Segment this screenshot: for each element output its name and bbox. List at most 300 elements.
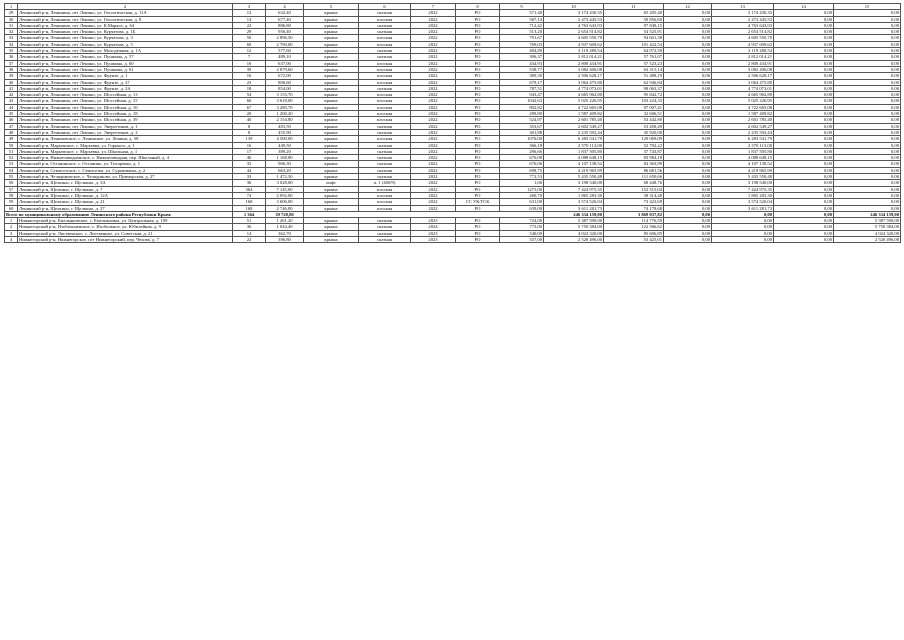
table-cell: 2022 [411,161,456,167]
table-cell: 0,00 [834,192,901,198]
table-cell: 3 082 406,08 [712,66,774,72]
table-cell: 1042,63 [500,98,544,104]
table-cell: 366,18 [500,142,544,148]
table-cell: 2022 [411,54,456,60]
table-cell: 2 473 445,53 [544,16,604,22]
table-cell: 4 107 138,52 [544,161,604,167]
table-cell: 5 387 590,00 [544,218,604,224]
table-cell: Ленинский р-н, Ленинино, пгт Ленино, ул. Фрунзе, д. 1 [18,73,233,79]
table-cell: РО [456,224,500,230]
table-cell: 54 525,91 [604,29,664,35]
table-cell: 1 587 409,82 [712,111,774,117]
table-cell: 50 [5,142,18,148]
table-cell: 0,00 [774,174,834,180]
table-cell: 53 425,01 [604,236,664,242]
table-cell: Ленинский р-н, Ленинино, пгт Ленино, ул. Курчатова, д. 1Б [18,29,233,35]
table-cell: 337,00 [500,236,544,242]
table-cell: 0,00 [834,73,901,79]
table-cell: Нижнегорский р-н, Емельяновское, с. Емельяновка, ул. Центральная, д. 109 [18,218,233,224]
table-cell: Ленинский р-н, Ленинино, пгт Ленино, ул. Курчатова, д. 3 [18,35,233,41]
table-cell: 0,00 [834,161,901,167]
table-cell: 62 946,84 [604,79,664,85]
table-cell: крыша [304,155,359,161]
table-cell: крыша [304,192,359,198]
table-cell: Ленинский р-н, Ленинино, пгт Ленино, ул. Энергетиков, д. 2 [18,129,233,135]
table-cell: 3 574 526,04 [544,199,604,205]
table-cell: Ленинский р-н, Останинское, с. Останино, ул. Титаренко, д. 1 [18,161,233,167]
table-cell: скатная [359,10,411,16]
table-cell: 5 435 550,48 [544,174,604,180]
table-cell: 0,00 [774,41,834,47]
table-cell: 59 [5,199,18,205]
table-cell: 10 [544,4,604,10]
table-cell: 2022 [411,60,456,66]
table-cell: плоская [359,104,411,110]
table-cell: 631,00 [500,199,544,205]
table-cell: 7 424 975,35 [712,186,774,192]
table-cell: РО [456,16,500,22]
table-cell: 2022 [411,73,456,79]
table-cell: 540,00 [500,230,544,236]
table-cell: 2 [5,224,18,230]
table-cell: 1 837 505,80 [712,148,774,154]
table-cell: Ленинский р-н, Ленинино, пгт Ленино, ул. Энергетиков, д. 1 [18,123,233,129]
table-cell: Ленинский р-н, Ленинино, пгт Ленино, ул. Геологическая, д. 11А [18,10,233,16]
table-cell: 97 007,41 [604,104,664,110]
table-cell: 0,00 [664,192,712,198]
table-cell: 41 [5,85,18,91]
table-cell: 4 937 609,62 [712,41,774,47]
table-cell: 0,00 [774,236,834,242]
table-cell: 2 879,60 [266,66,304,72]
table-cell: 51 488,19 [604,73,664,79]
table-cell: скатная [359,155,411,161]
table-cell: 0,00 [834,22,901,28]
table-cell: 0,00 [834,104,901,110]
table-cell: крыша [304,66,359,72]
table-cell: 23 [233,79,266,85]
table-cell: 2022 [411,92,456,98]
table-cell: 0,00 [774,129,834,135]
table-cell: 639,00 [500,205,544,211]
table-cell: 4 937 609,62 [544,41,604,47]
table-cell: 2022 [411,142,456,148]
table-cell: 14 [233,230,266,236]
table-cell: 0,00 [664,155,712,161]
table-cell: РО [456,10,500,16]
table-cell: 53 458,49 [604,123,664,129]
table-cell: 0,00 [664,129,712,135]
table-cell: 54 [5,167,18,173]
table-cell: крыша [304,167,359,173]
table-cell: крыша [304,73,359,79]
table-cell: 0,00 [834,199,901,205]
table-cell: 40 [5,79,18,85]
table-cell: 676,00 [500,155,544,161]
table-cell: 449,50 [266,142,304,148]
totals-cell: 1 364 [233,211,266,217]
table-cell: 5 435 550,48 [712,174,774,180]
table-cell: 4 [5,236,18,242]
table-cell: 0,00 [664,205,712,211]
table-cell: 389,30 [500,73,544,79]
table-cell: 2 [18,4,233,10]
table-cell: 0,00 [664,41,712,47]
table-cell: 0,00 [774,16,834,22]
table-cell: 2022 [411,85,456,91]
table-cell: 301,88 [500,129,544,135]
table-cell: 966,30 [266,161,304,167]
table-cell: 20 [233,111,266,117]
table-cell: 0,00 [834,92,901,98]
table-cell: РО [456,35,500,41]
table-cell: 769,03 [500,41,544,47]
table-cell: скатная [359,174,411,180]
table-cell: 122 566,62 [604,224,664,230]
table-cell: крыша [304,92,359,98]
table-cell: крыша [304,48,359,54]
table-cell: РО [456,117,500,123]
table-cell: 11 [604,4,664,10]
table-cell: Ленинский р-н, Ленинино, пгт Ленино, ул. Пушкина, д. 61 [18,66,233,72]
table-cell: 0,00 [834,205,901,211]
table-cell: крыша [304,136,359,142]
table-cell: 0,00 [664,48,712,54]
table-cell: 1076,00 [500,136,544,142]
table-cell: крыша [304,35,359,41]
table-cell: 12 [233,10,266,16]
table-cell: 3 198 540,00 [712,180,774,186]
table-cell: 2022 [411,136,456,142]
table-cell: 0,00 [834,48,901,54]
table-cell: 37 [5,60,18,66]
table-cell: 773,00 [500,224,544,230]
table-cell: 455,90 [266,129,304,135]
table-cell: 4 088 648,15 [544,155,604,161]
table-cell: 1 044,40 [266,224,304,230]
table-cell: Ленинский р-н, Ленинино, пгт Ленино, ул. Шоссейная, д. 39 [18,117,233,123]
table-cell: 2022 [411,167,456,173]
table-cell: РО [456,230,500,236]
table-cell: 0,00 [664,104,712,110]
table-cell: скатная [359,236,411,242]
table-cell: 7 [411,4,456,10]
table-cell: Ленинский р-н, Щелкино, г. Щелкино, д. 12А [18,192,233,198]
table-cell: 0,00 [834,66,901,72]
table-cell: 14 [774,4,834,10]
table-cell: 3 606,00 [266,199,304,205]
table-cell: 2 601 785,40 [544,117,604,123]
table-cell: РО [456,192,500,198]
table-cell: 571,40 [500,10,544,16]
table-cell: 55 [5,174,18,180]
table-cell: 16 [233,142,266,148]
table-cell: 364 [233,186,266,192]
table-cell: 84 363,99 [604,161,664,167]
table-cell: 46 [5,117,18,123]
totals-cell: 0,00 [774,211,834,217]
table-cell: 63 315,14 [604,66,664,72]
table-cell: 2 812 014,21 [712,54,774,60]
table-cell: 2 790,00 [266,41,304,47]
table-cell: 0,00 [834,98,901,104]
table-cell: плоская [359,136,411,142]
table-cell: 2 520 496,00 [834,236,901,242]
table-cell: 0,00 [774,35,834,41]
table-cell: РО [456,167,500,173]
table-cell: 2 746,00 [266,205,304,211]
table-cell: скатная [359,48,411,54]
table-cell: 3 611 281,73 [544,205,604,211]
table-cell: 434,93 [500,60,544,66]
table-cell: 1 865 283,30 [544,192,604,198]
table-cell: СС УК/ГСК [456,199,500,205]
table-cell: Нижнегорский р-н, Изобильненское, с. Изобильное, ул. Юбилейная, д. 9 [18,224,233,230]
table-cell: 0,00 [664,180,712,186]
table-cell: 17 [233,148,266,154]
table-cell: РО [456,73,500,79]
table-cell: 513,20 [500,29,544,35]
table-cell: РО [456,129,500,135]
table-cell: 83 984,18 [604,155,664,161]
table-cell: Ленинский р-н, Ленинино, пгт Ленино, ул. Фрунзе, д. 2А [18,85,233,91]
table-cell: 1 [5,218,18,224]
table-cell: 31 [5,22,18,28]
table-cell: 2 896,50 [266,35,304,41]
table-cell: плоская [359,98,411,104]
table-cell: Ленинский р-н, Нижнезаводненское, с. Нижнезаводная, пер. Школьный, д. 4 [18,155,233,161]
table-cell: 396,80 [266,236,304,242]
table-cell: 30 [5,16,18,22]
table-cell: крыша [304,224,359,230]
table-cell: Ленинский р-н, Челядиновское, с. Челядиново, ул. Приморская, д. 27 [18,174,233,180]
table-cell: 8 [233,129,266,135]
table-cell: 4 088 648,15 [712,155,774,161]
table-cell: 0,00 [664,167,712,173]
table-cell: 53 [5,161,18,167]
table-cell: 29 [5,10,18,16]
table-cell: 65 205,40 [604,10,664,16]
table-cell: 0,00 [834,10,901,16]
table-cell: 0,00 [834,186,901,192]
table-cell: 2022 [411,10,456,16]
table-cell: РО [456,218,500,224]
table-cell: 2 654 514,82 [712,29,774,35]
table-cell: плоская [359,92,411,98]
table-cell: 2022 [411,205,456,211]
table-cell: 49 [5,136,18,142]
table-cell: 85 606,85 [604,230,664,236]
table-cell: 2 570 113,00 [544,142,604,148]
table-cell: 1,00 [500,180,544,186]
table-cell: 538,77 [500,66,544,72]
table-cell: 2022 [411,35,456,41]
table-cell: 51 [5,148,18,154]
table-cell: 577,60 [266,48,304,54]
table-cell: 524,97 [500,117,544,123]
totals-cell: 39 720,80 [266,211,304,217]
table-cell: 51 [233,218,266,224]
table-cell: 44 [5,104,18,110]
table-cell: 67 [233,104,266,110]
table-cell: 2 812 014,21 [544,54,604,60]
table-cell: РО [456,205,500,211]
table-cell: плоская [359,186,411,192]
table-cell: 0,00 [664,73,712,79]
table-cell: 114 776,59 [604,218,664,224]
table-cell: 0,00 [664,10,712,16]
table-cell: 3 574 526,04 [712,199,774,205]
table-cell: 0,00 [664,123,712,129]
table-cell: Нижнегорский р-н, Нижнегорское, пгт Нижнегорский, пер. Чехова, д. 7 [18,236,233,242]
table-cell: 3 028,00 [266,180,304,186]
table-cell: 44 [233,167,266,173]
table-cell: 98 063,37 [604,85,664,91]
table-cell: 58 [5,192,18,198]
table-cell: 632,40 [266,10,304,16]
totals-cell: 246 334 159,00 [834,211,901,217]
table-cell: 33 [5,35,18,41]
table-cell: Ленинский р-н, Ленинино, пгт Ленино, ул. Шоссейная, д. 15 [18,98,233,104]
table-cell: крыша [304,29,359,35]
table-cell: 2022 [411,16,456,22]
table-cell: 36 [233,224,266,230]
table-cell: крыша [304,16,359,22]
table-cell: 8 [233,123,266,129]
table-cell: 1275,00 [500,186,544,192]
table-cell: 2 154,80 [266,117,304,123]
table-cell: Ленинский р-н, Ленинино, пгт Ленино, ул. Фрунзе, д. 27 [18,79,233,85]
table-cell: 0,00 [834,29,901,35]
table-cell: 32 [5,29,18,35]
table-cell: РО [456,148,500,154]
table-cell: 4 763 643,93 [712,22,774,28]
table-cell: РО [456,161,500,167]
table-cell: крыша [304,117,359,123]
table-cell: 2 473 445,53 [712,16,774,22]
table-cell: крыша [304,54,359,60]
table-cell: 2022 [411,192,456,198]
table-cell: 2022 [411,41,456,47]
table-cell: 2022 [411,174,456,180]
table-cell: 64 072,58 [604,48,664,54]
table-cell: 97 849,15 [604,22,664,28]
table-cell: РО [456,136,500,142]
table-cell: 2 602 549,27 [544,123,604,129]
table-cell: 389,20 [266,148,304,154]
table-cell: 0,00 [664,98,712,104]
table-cell: 35 [233,161,266,167]
table-cell: Ленинский р-н, Щелкино, г. Щелкино, д. 7 [18,186,233,192]
table-cell: плоская [359,66,411,72]
table-cell: 0,00 [774,192,834,198]
table-cell: 0,00 [834,129,901,135]
table-cell: 12 [664,4,712,10]
table-cell: 0,00 [664,148,712,154]
table-cell: 37 743,87 [604,148,664,154]
table-cell: 7 424 975,35 [544,186,604,192]
table-cell: 676,00 [500,161,544,167]
table-cell: 2023 [411,230,456,236]
table-cell: 103 224,33 [604,98,664,104]
table-cell: 0,00 [664,22,712,28]
table-cell: Ленинский р-н, Ленинино, пгт Ленино, ул. Шоссейная, д. 18 [18,111,233,117]
table-cell: 95 842,72 [604,92,664,98]
table-cell: скатная [359,230,411,236]
table-cell: 2024 [411,224,456,230]
table-cell: Ленинский р-н, Ленинино, пгт Ленино, ул. Молодежная, д. 1А [18,48,233,54]
table-cell: 0,00 [664,230,712,236]
table-cell: 18 [233,85,266,91]
table-cell: 0,00 [664,29,712,35]
table-cell: 29 [233,29,266,35]
table-cell: 2022 [411,29,456,35]
table-cell: 483,50 [266,123,304,129]
table-cell: 0,00 [774,66,834,72]
table-cell: РО [456,85,500,91]
table-cell: 0,00 [774,22,834,28]
table-cell: 0,00 [664,186,712,192]
table-cell: 0,00 [774,186,834,192]
table-cell: скатная [359,148,411,154]
table-cell: Ленинский р-н, Лениновское, с. Ленинское, ул. Ленина, д. 58 [18,136,233,142]
table-cell: 50 [233,35,266,41]
table-cell: 0,00 [774,79,834,85]
table-cell: 0,00 [712,236,774,242]
table-cell: 5 387 590,00 [834,218,901,224]
table-cell: 94 601,38 [604,35,664,41]
table-cell: 4 774 073,01 [712,85,774,91]
table-cell: Ленинский р-н, Ленинино, пгт Ленино, ул. К.Маркса, д. 64 [18,22,233,28]
table-cell: 0,00 [664,161,712,167]
table-cell: 52 792,22 [604,142,664,148]
table-cell: крыша [304,22,359,28]
table-cell: 5 025 226,95 [544,98,604,104]
table-cell: 73 423,69 [604,199,664,205]
table-cell: крыша [304,98,359,104]
table-cell: 50 856,60 [604,16,664,22]
table-cell: 1 865 283,30 [712,192,774,198]
table-cell: 806,60 [266,79,304,85]
table-cell: РО [456,236,500,242]
table-cell: 4 [266,4,304,10]
table-cell: Ленинский р-н, Ленинино, пгт Ленино, ул. Пушкина, д. 60 [18,60,233,66]
table-cell: 0,00 [774,218,834,224]
table-cell: РО [456,22,500,28]
table-cell: 2022 [411,104,456,110]
table-cell: РО [456,155,500,161]
table-cell: скатная [359,224,411,230]
table-cell: скатная [359,123,411,129]
table-cell: РО [456,98,500,104]
table-cell: 0,00 [774,10,834,16]
table-cell: 1 837 505,80 [544,148,604,154]
table-cell: 3 280,70 [266,104,304,110]
table-cell: 3 174 430,35 [712,10,774,16]
table-cell: 2 092,00 [266,192,304,198]
table-cell: крыша [304,104,359,110]
table-cell: 0,00 [712,218,774,224]
table-cell: крыша [304,205,359,211]
table-cell: 296,66 [500,148,544,154]
table-cell: 0,00 [774,161,834,167]
table-cell: Ленинский р-н, Ленинино, пгт Ленино, ул. Шоссейная, д. 13 [18,92,233,98]
table-cell: 54 [233,92,266,98]
table-cell: 0,00 [834,79,901,85]
register-sheet [4,3,900,243]
table-cell: плоская [359,205,411,211]
table-cell: 3 082 406,08 [544,66,604,72]
